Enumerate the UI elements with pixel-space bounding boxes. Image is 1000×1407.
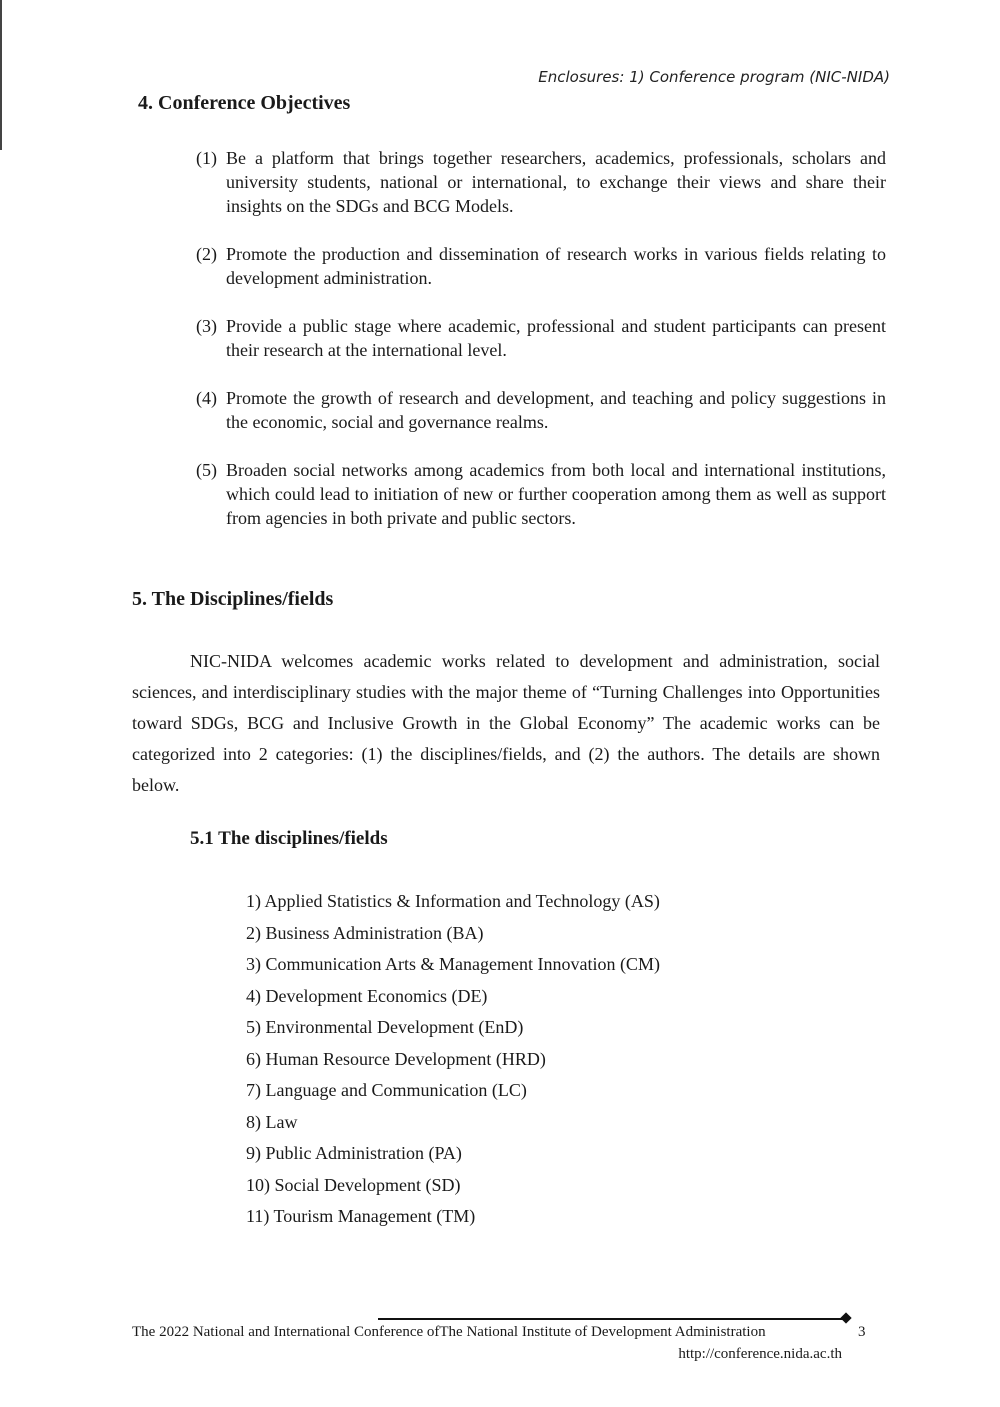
discipline-item: 5) Environmental Development (EnD)	[246, 1017, 524, 1037]
section-5-title: 5. The Disciplines/fields	[132, 588, 334, 610]
discipline-item: 1) Applied Statistics & Information and Technology (AS)	[246, 891, 660, 911]
objective-number: (3)	[196, 316, 217, 336]
objective-item	[196, 314, 886, 362]
objective-item	[196, 146, 886, 218]
page-edge-line	[0, 0, 2, 150]
objective-text: Broaden social networks among academics from both local and international institutions, which could lead to initiation of new or further cooperation among them as well as support from agencies in both private and public sectors.	[226, 460, 886, 528]
objective-text: Provide a public stage where academic, professional and student participants can present their research at the international level.	[226, 316, 886, 360]
objective-text: Promote the production and dissemination of research works in various fields relating to development administration.	[226, 244, 886, 288]
objective-number: (2)	[196, 244, 217, 264]
objective-text: Be a platform that brings together researchers, academics, professionals, scholars and university students, national or international, to exchange their views and share their insights on the SDGs and BCG Models.	[226, 148, 886, 216]
objective-number: (1)	[196, 148, 217, 168]
section-5-intro-paragraph: NIC-NIDA welcomes academic works related to development and administration, social sciences, and interdisciplinary studies with the major theme of “Turning Challenges into Opportunities toward SDGs, BCG and Inclusive Growth in the Global Economy” The academic works can be categorized into 2 categories: (1) the disciplines/fields, and (2) the authors. The details are shown below.	[132, 651, 880, 795]
discipline-item: 7) Language and Communication (LC)	[246, 1080, 527, 1100]
discipline-item: 4) Development Economics (DE)	[246, 985, 488, 1006]
discipline-item: 3) Communication Arts & Management Innovation (CM)	[246, 954, 660, 974]
discipline-item: 9) Public Administration (PA)	[246, 1143, 462, 1163]
footer-divider	[378, 1318, 848, 1320]
objective-number: (4)	[196, 388, 217, 408]
disciplines-list	[246, 886, 660, 1233]
objective-item	[196, 386, 886, 434]
subsection-5-1-title: 5.1 The disciplines/fields	[190, 828, 388, 849]
objective-item	[196, 242, 886, 290]
footer-conference-name: The 2022 National and International Conference ofThe National Institute of Development Administration	[132, 1324, 766, 1340]
footer-diamond-ornament	[840, 1312, 851, 1323]
discipline-item: 11) Tourism Management (TM)	[246, 1206, 476, 1226]
discipline-item: 2) Business Administration (BA)	[246, 922, 484, 943]
page-number: 3	[858, 1324, 866, 1340]
objectives-list	[196, 146, 886, 554]
objective-text: Promote the growth of research and development, and teaching and policy suggestions in the economic, social and governance realms.	[226, 388, 886, 432]
objective-item	[196, 458, 886, 530]
discipline-item: 10) Social Development (SD)	[246, 1174, 461, 1195]
section-4-title: 4. Conference Objectives	[138, 92, 351, 114]
discipline-item: 8) Law	[246, 1111, 298, 1132]
footer-url: http://conference.nida.ac.th	[678, 1346, 842, 1362]
discipline-item: 6) Human Resource Development (HRD)	[246, 1048, 546, 1069]
enclosures-note: Enclosures: 1) Conference program (NIC-NIDA)	[538, 68, 890, 86]
objective-number: (5)	[196, 460, 217, 480]
